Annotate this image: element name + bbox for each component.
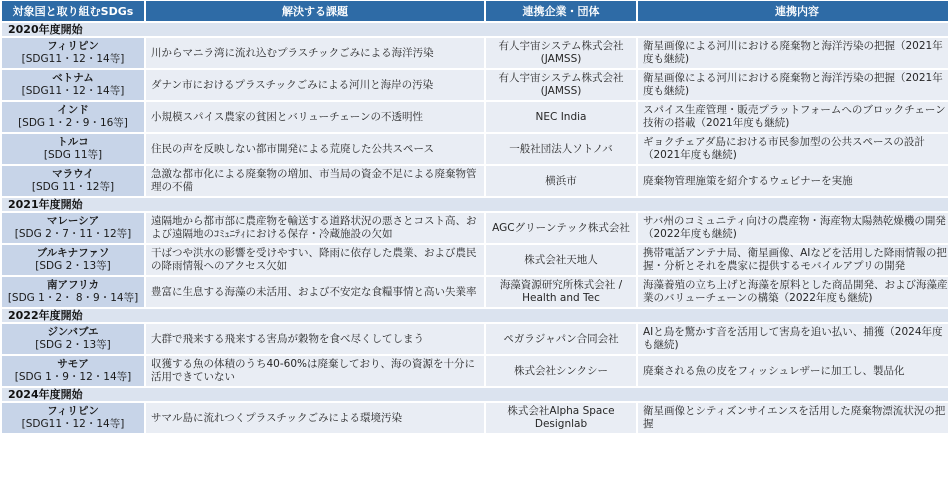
issue-cell: 川からマニラ湾に流れ込むプラスチックごみによる海洋汚染 [146,38,484,68]
sdg-goals: [SDG11・12・14等] [21,53,125,65]
issue-cell: ダナン市におけるプラスチックごみによる河川と海岸の汚染 [146,70,484,100]
content-cell: 衛星画像による河川における廃棄物と海洋汚染の把握（2021年度も継続) [638,70,948,100]
partner-cell: 有人宇宙システム株式会社(JAMSS) [486,38,636,68]
table-row [2,277,948,307]
sdg-goals: [SDG 2・13等] [35,339,111,351]
table-row [2,134,948,164]
section-row-2022 [2,309,948,322]
issue-cell: 急激な都市化による廃棄物の増加、市当局の資金不足による廃棄物管理の不備 [146,166,484,196]
country-name: フィリピン [47,40,99,52]
table-row [2,324,948,354]
sdg-goals: [SDG 1・2・9・16等] [18,117,128,129]
section-row-2024 [2,388,948,401]
section-year: 2021年度開始 [2,198,948,211]
country-cell [2,102,144,132]
content-cell: 携帯電話アンテナ局、衛星画像、AIなどを活用した降雨情報の把握・分析とそれを農家に提供するモバイルアプリの開発 [638,245,948,275]
header-country-sdgs: 対象国と取り組むSDGs [2,1,144,21]
table-row [2,213,948,243]
table-row [2,245,948,275]
sdg-goals: [SDG 1・9・12・14等] [14,371,132,383]
header-issue: 解決する課題 [146,1,484,21]
section-year: 2020年度開始 [2,23,948,36]
partner-cell: 株式会社シンクシー [486,356,636,386]
content-cell: 海藻養殖の立ち上げと海藻を原料とした商品開発、および海藻産業のバリューチェーンの構築（2022年度も継続) [638,277,948,307]
country-name: サモア [57,358,89,370]
sdg-goals: [SDG 11・12等] [31,181,115,193]
table-row [2,166,948,196]
partner-cell: NEC India [486,102,636,132]
issue-cell: 収獲する魚の体積のうち40-60%は廃棄しており、海の資源を十分に活用できていない [146,356,484,386]
country-name: マレーシア [46,215,100,227]
header-partner: 連携企業・団体 [486,1,636,21]
section-row-2021 [2,198,948,211]
country-name: トルコ [57,136,89,148]
country-name: ブルキナファソ [36,247,110,259]
partner-cell: ペガラジャパン合同会社 [486,324,636,354]
table-row [2,102,948,132]
country-name: 南アフリカ [47,279,99,291]
partner-cell: 株式会社Alpha Space Designlab [486,403,636,433]
content-cell: ギョクチェアダ島における市民参加型の公共スペースの設計（2021年度も継続) [638,134,948,164]
issue-cell: 住民の声を反映しない都市開発による荒廃した公共スペース [146,134,484,164]
country-cell [2,134,144,164]
header-content: 連携内容 [638,1,948,21]
content-cell: サバ州のコミュニティ向けの農産物・海産物太陽熱乾燥機の開発（2022年度も継続) [638,213,948,243]
partner-cell: AGCグリーンテック株式会社 [486,213,636,243]
partner-cell: 海藻資源研究所株式会社 / Health and Tec [486,277,636,307]
content-cell: 廃棄される魚の皮をフィッシュレザーに加工し、製品化 [638,356,948,386]
country-cell [2,70,144,100]
section-row-2020 [2,23,948,36]
table-row [2,403,948,433]
partner-cell: 横浜市 [486,166,636,196]
sdg-goals: [SDG11・12・14等] [21,418,125,430]
country-cell [2,166,144,196]
issue-cell: 豊富に生息する海藻の未活用、および不安定な食糧事情と高い失業率 [146,277,484,307]
issue-cell: 大群で飛来する飛来する害鳥が穀物を食べ尽くしてしまう [146,324,484,354]
sdg-goals: [SDG11・12・14等] [21,85,125,97]
country-cell [2,403,144,433]
content-cell: 衛星画像による河川における廃棄物と海洋汚染の把握（2021年度も継続) [638,38,948,68]
issue-cell: 遠隔地から都市部に農産物を輸送する道路状況の悪さとコスト高、および遠隔地のｺﾐｭﾆﾃｨにおける保存・冷蔵施設の欠如 [146,213,484,243]
country-cell [2,277,144,307]
country-cell [2,213,144,243]
partner-cell: 有人宇宙システム株式会社(JAMSS) [486,70,636,100]
content-cell: スパイス生産管理・販売プラットフォームへのブロックチェーン技術の搭載（2021年度も継続) [638,102,948,132]
sdg-goals: [SDG 1・2・ 8・9・14等] [7,292,139,304]
table-row [2,70,948,100]
section-year: 2022年度開始 [2,309,948,322]
country-name: マラウイ [52,168,94,180]
sdg-goals: [SDG 2・7・11・12等] [14,228,132,240]
sdg-goals: [SDG 11等] [43,149,103,161]
content-cell: AIと鳥を驚かす音を活用して害鳥を追い払い、捕獲（2024年度も継続) [638,324,948,354]
content-cell: 廃棄物管理施策を紹介するウェビナーを実施 [638,166,948,196]
issue-cell: 小規模スパイス農家の貧困とバリューチェーンの不透明性 [146,102,484,132]
country-name: ベトナム [52,72,94,84]
country-name: インド [57,104,89,116]
country-cell [2,356,144,386]
country-cell [2,38,144,68]
country-name: フィリピン [47,405,99,417]
issue-cell: 干ばつや洪水の影響を受けやすい、降雨に依存した農業、および農民の降雨情報へのアクセス欠如 [146,245,484,275]
issue-cell: サマル島に流れつくプラスチックごみによる環境汚染 [146,403,484,433]
table-row [2,356,948,386]
section-year: 2024年度開始 [2,388,948,401]
partner-cell: 一般社団法人ソトノバ [486,134,636,164]
sdg-goals: [SDG 2・13等] [35,260,111,272]
table-row [2,38,948,68]
country-name: ジンバブエ [47,326,99,338]
country-cell [2,245,144,275]
content-cell: 衛星画像とシティズンサイエンスを活用した廃棄物漂流状況の把握 [638,403,948,433]
header-row [2,1,948,21]
partner-cell: 株式会社天地人 [486,245,636,275]
country-cell [2,324,144,354]
